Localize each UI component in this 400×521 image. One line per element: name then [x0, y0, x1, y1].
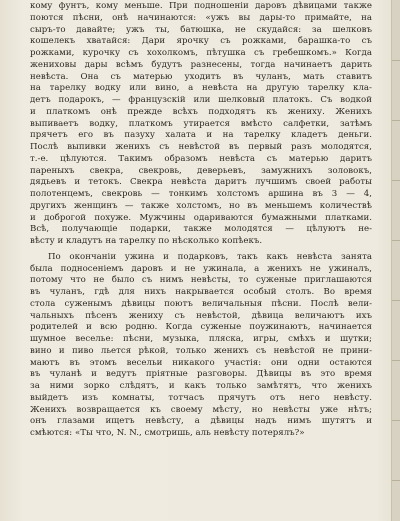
text-line: невѣста. Она съ матерью уходитъ въ чуланъ, мать ставитъ: [30, 71, 372, 82]
text-line: за ними зорко слѣдятъ, и какъ только замѣтятъ, что женихъ: [30, 381, 372, 391]
ruler-mark: [392, 480, 400, 481]
text-line: потому что не было съ нимъ невѣсты, то суженые приглашаются: [30, 275, 372, 286]
text-line: и платкомъ онѣ прежде всѣхъ подходятъ къ жениху. Женихъ: [30, 106, 372, 117]
paragraph-2: [30, 252, 372, 440]
text-line: стола суженымъ дѣвицы поютъ величальныя пѣсни. Послѣ вели-: [30, 298, 372, 309]
text-line: т.-е. цѣлуются. Такимъ образомъ невѣста съ матерью даритъ: [30, 153, 372, 164]
ruler-mark: [392, 360, 400, 361]
text-line: маютъ въ этомъ весельи никакого участія: они одни остаются: [30, 357, 372, 368]
ruler-mark: [392, 300, 400, 301]
text-line: вѣсту и кладутъ на тарелку по нѣсколько копѣекъ.: [30, 236, 263, 246]
text-line: и доброгой похуже. Мужчины одариваются бумажными платками.: [30, 212, 372, 223]
text-line: шумное веселье: пѣсни, музыка, пляска, игры, смѣхъ и шутки;: [30, 334, 372, 344]
text-line: онъ глазами ищетъ невѣсту, а дѣвицы надъ нимъ шутятъ и: [30, 416, 372, 427]
text-line: кошелекъ хватайся: Дари ярочку съ рожками, барашка-то съ: [30, 36, 372, 47]
text-line: рожками, курочку съ хохолкомъ, пѣтушка съ гребешкомъ.» Когда: [30, 48, 372, 58]
ruler-mark: [392, 120, 400, 121]
text-line: чальныхъ пѣсенъ жениху съ невѣстой, дѣвица величаютъ ихъ: [30, 310, 372, 321]
text-line: Всѣ, получающіе подарки, также молодятся — цѣлуютъ не-: [30, 224, 372, 235]
text-line: детъ подарокъ, — французскій или шелковый платокъ. Съ водкой: [30, 95, 372, 105]
text-line: дядьевъ и тетокъ. Свекра невѣста даритъ лучшимъ своей работы: [30, 177, 372, 188]
text-line: поются пѣсни, онѣ начинаются: «ужъ вы дары-то примайте, на: [30, 12, 372, 23]
text-line: сыръ-то давайте; ужъ ты, батюшка, не скудайся: за шелковъ: [30, 24, 372, 35]
text-line: жениховы дары всѣмъ будутъ разнесены, тогда начинаетъ дарить: [30, 59, 372, 70]
text-line: Женихъ возвращается къ своему мѣсту, но невѣсты уже нѣтъ;: [30, 404, 372, 415]
text-line: въ чуланѣ и ведутъ пріятные разговоры. Дѣвицы въ это время: [30, 369, 372, 380]
ruler-mark: [392, 180, 400, 181]
page-edge-ruler: [391, 0, 400, 521]
text-line: смѣются: «Ты что, N. N., смотришь, аль невѣсту потерялъ?»: [30, 428, 305, 438]
text-body: [30, 1, 372, 440]
text-line: кому фунтъ, кому меньше. При подношеніи даровъ дѣвицами также: [30, 1, 372, 11]
ruler-mark: [392, 420, 400, 421]
text-line: Послѣ выпивки женихъ съ невѣстой въ первый разъ молодятся,: [30, 142, 372, 152]
text-line: По окончаніи ужина и подарковъ, такъ какъ невѣста занята: [48, 251, 372, 262]
text-line: на тарелку водку или вино, а невѣста на другую тарелку кла-: [30, 83, 372, 94]
text-line: выйдетъ изъ комнаты, тотчасъ прячутъ отъ него невѣсту.: [30, 392, 372, 403]
text-line: вино и пиво льется рѣкой, только женихъ съ невѣстой не прини-: [30, 345, 372, 356]
text-line: прячетъ его въ пазуху халата и на тарелку кладетъ деньги.: [30, 130, 372, 141]
text-line: выпиваетъ водку, платкомъ утирается вмѣсто салфетки, затѣмъ: [30, 118, 372, 129]
paragraph-1: [30, 1, 372, 248]
text-line: была подносеніемъ даровъ и не ужинала, а женихъ не ужиналъ,: [30, 263, 372, 274]
ruler-mark: [392, 240, 400, 241]
text-line: полотенцемъ, свекровь — тонкимъ холстомъ аршина въ 3 — 4,: [30, 189, 372, 199]
text-line: другихъ женщинъ — также холстомъ, но въ меньшемъ количествѣ: [30, 200, 372, 211]
text-line: родителей и всю родню. Когда суженые поужинаютъ, начинается: [30, 322, 372, 333]
text-line: пареныхъ свекра, свекровь, деверьевъ, замужнихъ золовокъ,: [30, 165, 372, 176]
text-line: въ чуланъ, гдѣ для нихъ накрывается особый столъ. Во время: [30, 287, 372, 297]
ruler-mark: [392, 60, 400, 61]
